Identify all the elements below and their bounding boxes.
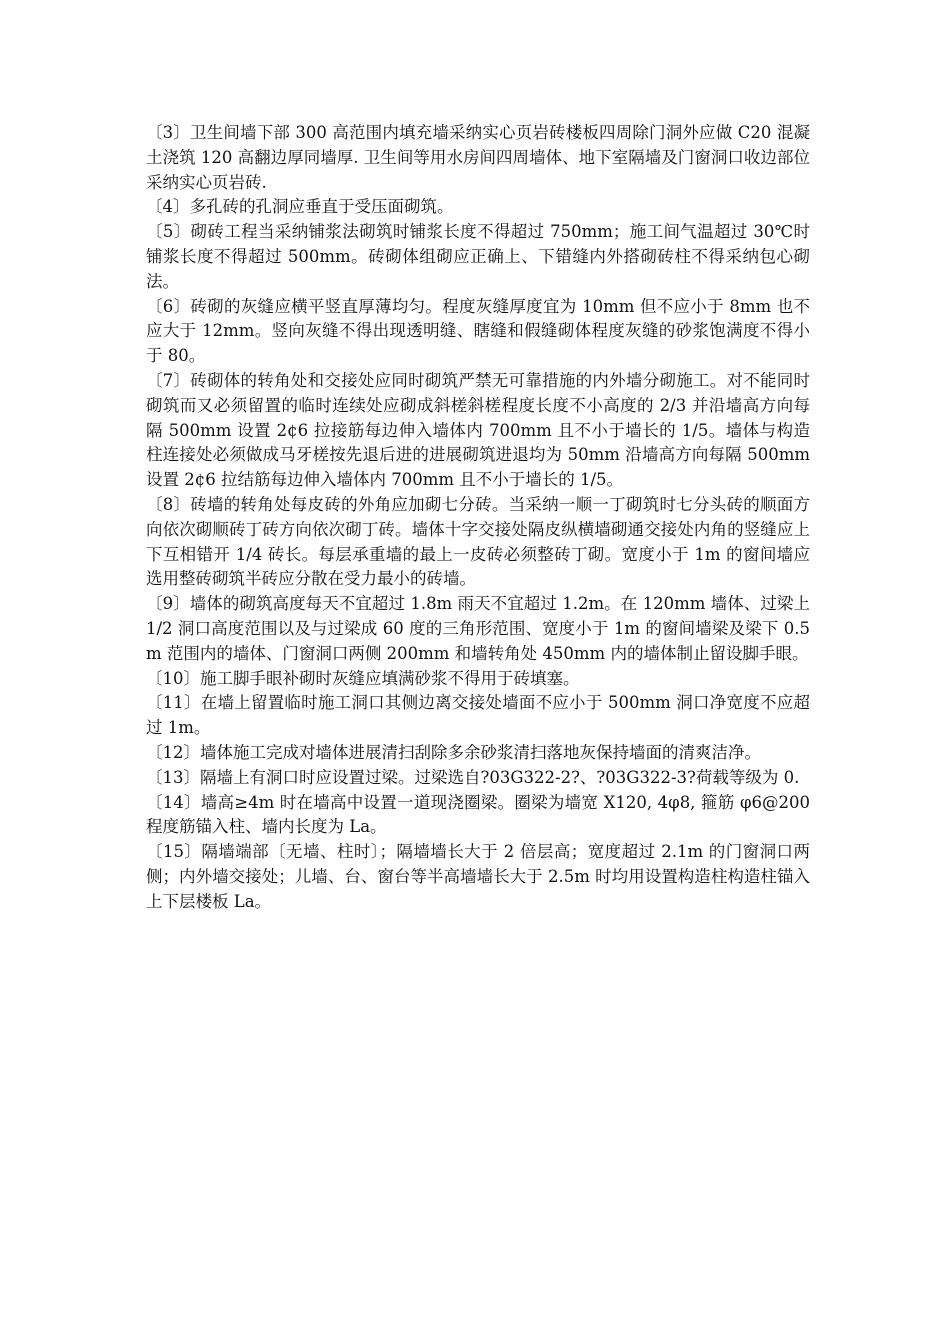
paragraph-12: 〔12〕墙体施工完成对墙体进展清扫刮除多余砂浆清扫落地灰保持墙面的清爽洁净。 bbox=[146, 742, 761, 762]
paragraph-11: 〔11〕在墙上留置临时施工洞口其侧边离交接处墙面不应小于 500mm 洞口净宽度不应超过 1m。 bbox=[146, 693, 810, 738]
paragraph-13: 〔13〕隔墙上有洞口时应设置过梁。过梁选自?03G322-2?、?03G322-3?荷载等级为 0. bbox=[146, 767, 800, 787]
paragraph-7: 〔7〕砖砌体的转角处和交接处应同时砌筑严禁无可靠措施的内外墙分砌施工。对不能同时砌筑而又必须留置的临时连续处应砌成斜槎斜槎程度长度不小高度的 2/3 并沿墙高方向每隔 500mm 设置 2¢6 拉接筋每边伸入墙体内 700mm 且不小于墙长的 1/5。墙体与构造柱连接处必须做成马牙槎按先退后进的进展砌筑进退均为 50mm 沿墙高方向每隔 500mm 设置 2¢6 拉结筋每边伸入墙体内 700mm 且不小于墙长的 1/5。 bbox=[146, 370, 810, 490]
paragraph-5: 〔5〕砌砖工程当采纳铺浆法砌筑时铺浆长度不得超过 750mm；施工间气温超过 30℃时铺浆长度不得超过 500mm。砖砌体组砌应正确上、下错缝内外搭砌砖柱不得采纳包心砌法。 bbox=[146, 222, 810, 291]
paragraph-10: 〔10〕施工脚手眼补砌时灰缝应填满砂浆不得用于砖填塞。 bbox=[146, 668, 580, 688]
document-body bbox=[146, 121, 810, 915]
paragraph-14: 〔14〕墙高≥4m 时在墙高中设置一道现浇圈梁。圈梁为墙宽 X120, 4φ8, 箍筋 φ6@200 程度筋锚入柱、墙内长度为 La。 bbox=[146, 792, 810, 837]
paragraph-6: 〔6〕砖砌的灰缝应横平竖直厚薄均匀。程度灰缝厚度宜为 10mm 但不应小于 8mm 也不应大于 12mm。竖向灰缝不得出现透明缝、瞎缝和假缝砌体程度灰缝的砂浆饱满度不得小于 80。 bbox=[146, 296, 810, 366]
paragraph-8: 〔8〕砖墙的转角处每皮砖的外角应加砌七分砖。当采纳一顺一丁砌筑时七分头砖的顺面方向依次砌顺砖丁砖方向依次砌丁砖。墙体十字交接处隔皮纵横墙砌通交接处内角的竖缝应上下互相错开 1/4 砖长。每层承重墙的最上一皮砖必须整砖丁砌。宽度小于 1m 的窗间墙应选用整砖砌筑半砖应分散在受力最小的砖墙。 bbox=[146, 494, 810, 589]
paragraph-4: 〔4〕多孔砖的孔洞应垂直于受压面砌筑。 bbox=[146, 197, 454, 217]
paragraph-3: 〔3〕卫生间墙下部 300 高范围内填充墙采纳实心页岩砖楼板四周除门洞外应做 C20 混凝土浇筑 120 高翻边厚同墙厚. 卫生间等用水房间四周墙体、地下室隔墙及门窗洞口收边部位采纳实心页岩砖. bbox=[146, 123, 810, 192]
paragraph-15: 〔15〕隔墙端部〔无墙、柱时〕；隔墙墙长大于 2 倍层高；宽度超过 2.1m 的门窗洞口两侧；内外墙交接处；儿墙、台、窗台等半高墙墙长大于 2.5m 时均用设置构造柱构造柱锚入上下层楼板 La。 bbox=[146, 842, 810, 911]
paragraph-9: 〔9〕墙体的砌筑高度每天不宜超过 1.8m 雨天不宜超过 1.2m。在 120mm 墙体、过梁上 1/2 洞口高度范围以及与过梁成 60 度的三角形范围、宽度小于 1m 的窗间墙梁及梁下 0.5m 范围内的墙体、门窗洞口两侧 200mm 和墙转角处 450mm 内的墙体制止留设脚手眼。 bbox=[146, 594, 810, 663]
